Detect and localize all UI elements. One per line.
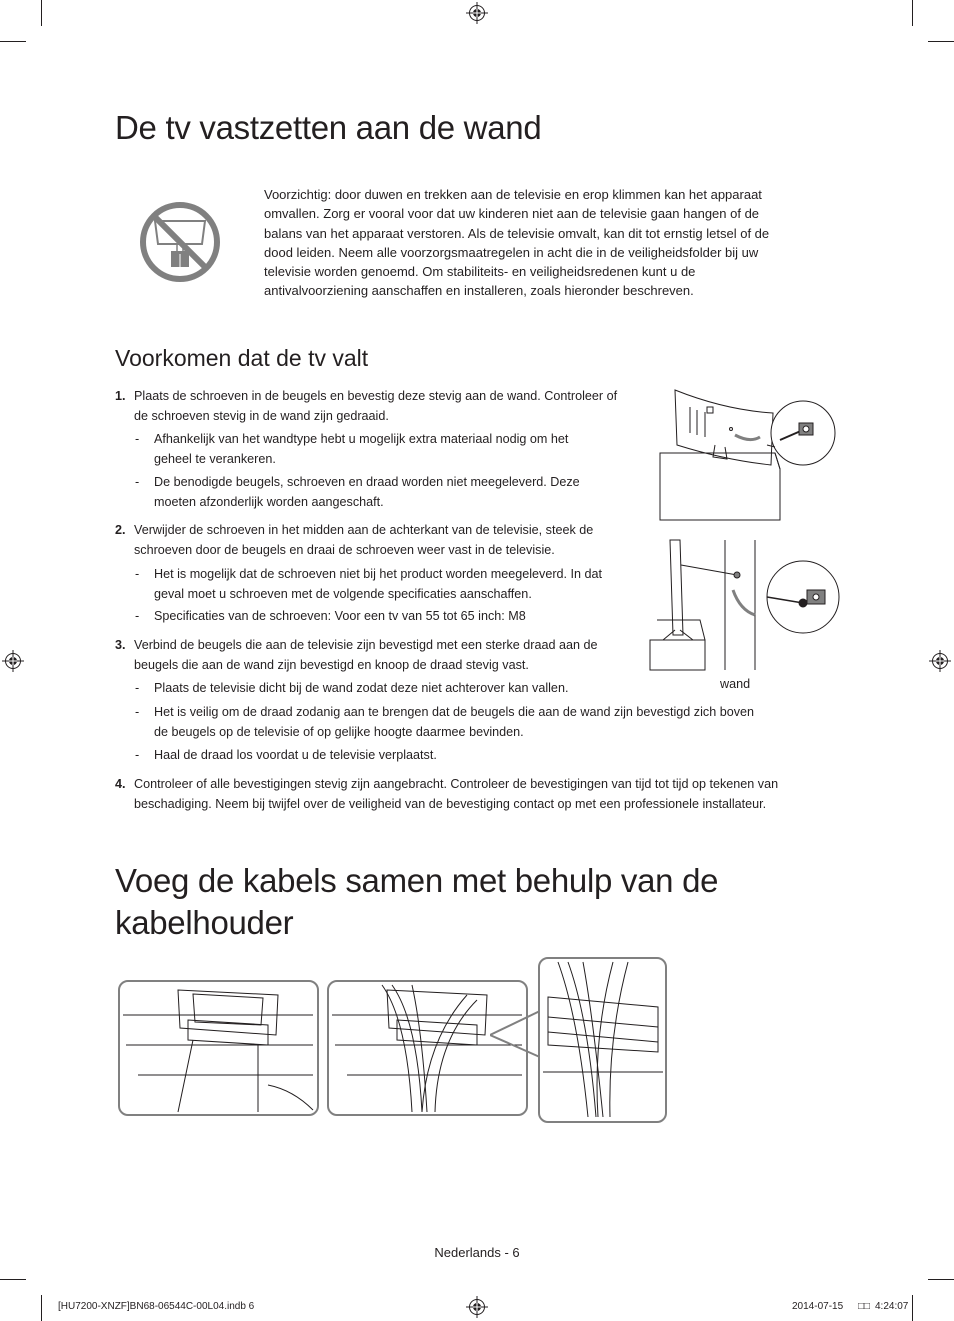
list-dash: - bbox=[135, 748, 140, 762]
step-3-note-3 bbox=[135, 746, 615, 766]
registration-mark-icon bbox=[466, 2, 488, 24]
step-1-note-2 bbox=[135, 473, 605, 512]
tv-bracket-illustration bbox=[655, 385, 840, 525]
step-2-note-1 bbox=[135, 565, 605, 604]
step-1-note-1 bbox=[135, 430, 605, 469]
wall-label: wand bbox=[720, 677, 751, 691]
page-title: De tv vastzetten aan de wand bbox=[115, 109, 542, 146]
crop-mark bbox=[41, 1295, 42, 1321]
step-number: 1. bbox=[115, 389, 126, 403]
note-text: De benodigde beugels, schroeven en draad worden niet meegeleverd. Deze moeten afzonderlijk worden aangeschaft. bbox=[154, 475, 580, 509]
step-text: Controleer of alle bevestigingen stevig zijn aangebracht. Controleer de bevestigingen van tijd tot tijd op tekenen van beschadiging. Neem bij twijfel over de veiligheid van de bevestiging contact op met een professionele installateur. bbox=[134, 777, 779, 811]
note-text: Specificaties van de schroeven: Voor een tv van 55 tot 65 inch: M8 bbox=[154, 609, 526, 623]
cable-holder-step-1 bbox=[118, 980, 320, 1118]
cable-holder-zoom bbox=[538, 957, 668, 1125]
slug-time: 4:24:07 bbox=[875, 1301, 909, 1312]
step-3-note-2 bbox=[135, 703, 755, 742]
registration-mark-icon bbox=[2, 650, 24, 672]
list-dash: - bbox=[135, 475, 140, 489]
step-4 bbox=[115, 775, 805, 814]
step-number: 4. bbox=[115, 777, 126, 791]
slug-file: [HU7200-XNZF]BN68-06544C-00L04.indb 6 bbox=[58, 1301, 255, 1312]
list-dash: - bbox=[135, 567, 140, 581]
crop-mark bbox=[912, 1295, 913, 1321]
list-dash: - bbox=[135, 432, 140, 446]
slug-date: 2014-07-15 bbox=[792, 1301, 844, 1312]
crop-mark bbox=[0, 41, 26, 42]
note-text: Het is mogelijk dat de schroeven niet bij het product worden meegeleverd. In dat geval moet u schroeven met de volgende specificaties aanschaffen. bbox=[154, 567, 603, 601]
step-text: Verwijder de schroeven in het midden aan de achterkant van de televisie, steek de schroeven door de beugels en draai de schroeven weer vast in de televisie. bbox=[134, 523, 594, 557]
registration-mark-icon bbox=[466, 1296, 488, 1318]
list-dash: - bbox=[135, 681, 140, 695]
crop-mark bbox=[0, 1279, 26, 1280]
page-number: Nederlands - 6 bbox=[434, 1245, 520, 1260]
step-2-note-2 bbox=[135, 607, 605, 627]
tv-wire-wall-illustration bbox=[645, 535, 845, 675]
step-2 bbox=[115, 521, 620, 560]
note-text: Het is veilig om de draad zodanig aan te brengen dat de beugels die aan de wand zijn bevestigd zich boven de beugels op de televisie of op gelijke hoogte daarmee bevinden. bbox=[154, 705, 755, 739]
note-text: Plaats de televisie dicht bij de wand zodat deze niet achterover kan vallen. bbox=[154, 681, 569, 695]
note-text: Haal de draad los voordat u de televisie verplaatst. bbox=[154, 748, 437, 762]
step-3 bbox=[115, 636, 615, 675]
crop-mark bbox=[41, 0, 42, 26]
crop-mark bbox=[928, 1279, 954, 1280]
step-text: Verbind de beugels die aan de televisie zijn bevestigd met een sterke draad aan de beugels die aan de wand zijn bevestigd en knoop de draad stevig vast. bbox=[134, 638, 598, 672]
note-text: Afhankelijk van het wandtype hebt u mogelijk extra materiaal nodig om het geheel te verankeren. bbox=[154, 432, 569, 466]
registration-mark-icon bbox=[929, 650, 951, 672]
subsection-title: Voorkomen dat de tv valt bbox=[115, 345, 369, 371]
step-3-note-1 bbox=[135, 679, 615, 699]
section-title bbox=[115, 860, 718, 944]
slug-glyphs: □□ bbox=[858, 1301, 871, 1312]
list-dash: - bbox=[135, 705, 140, 719]
no-hanging-warning-icon bbox=[139, 201, 221, 283]
step-number: 2. bbox=[115, 523, 126, 537]
crop-mark bbox=[928, 41, 954, 42]
cable-holder-zoom-connector bbox=[490, 1010, 545, 1060]
crop-mark bbox=[912, 0, 913, 26]
step-1 bbox=[115, 387, 620, 426]
list-dash: - bbox=[135, 609, 140, 623]
section-title-line-2: kabelhouder bbox=[115, 904, 294, 941]
caution-text: Voorzichtig: door duwen en trekken aan de televisie en erop klimmen kan het apparaat omvallen. Zorg er vooral voor dat uw kinderen niet aan de televisie gaan hangen of de balans van het apparaat verstoren. Als de televisie omvalt, kan dit tot ernstig letsel of de dood leiden. Neem alle voorzorgsmaatregelen in acht die in de veiligheidsfolder bij uw televisie worden genoemd. Om stabiliteits- en veiligheidsredenen kunt u de antivalvoorziening aanschaffen en installeren, zoals hieronder beschreven. bbox=[264, 187, 770, 299]
section-title-line-1: Voeg de kabels samen met behulp van de bbox=[115, 862, 719, 899]
step-number: 3. bbox=[115, 638, 126, 652]
step-text: Plaats de schroeven in de beugels en bevestig deze stevig aan de wand. Controleer of de schroeven stevig in de wand zijn gedraaid. bbox=[134, 389, 618, 423]
